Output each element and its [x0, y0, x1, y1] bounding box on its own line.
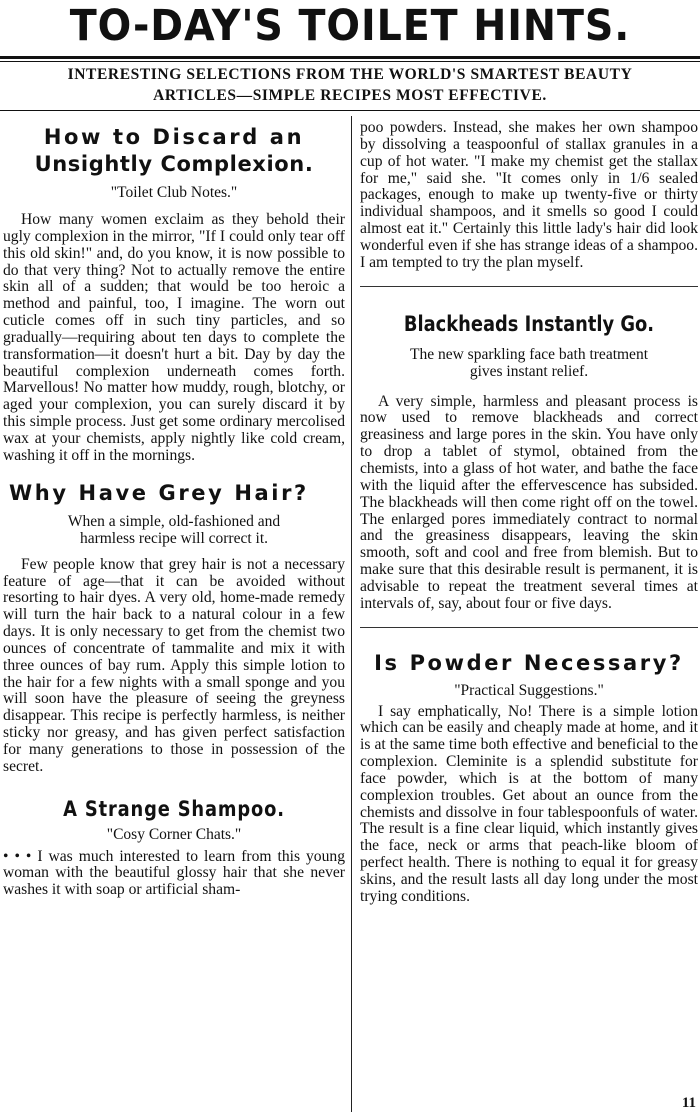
article-body-text: How many women exclaim as they behold their ugly complexion in the mirror, "If I could only tear off this old skin!" and, do you know, it is now possible to do that very thing? Not to actually remove the entire skin all of a sudden; that would be too heroic a method and painful, too, I imagine. The worn out cuticle comes off in such tiny particles, and so gradually—requiring about ten days to complete the transformation—it doesn't hurt a bit. Day by day the beautiful complexion underneath comes forth. Marvellous! No matter how muddy, rough, blotchy, or aged your complexion, you can surely discard it by this simple process. Just get some ordinary mercolised wax at your chemists, apply nightly like cold cream, washing it off in the mornings. — [3, 211, 345, 464]
article-body-text: I say emphatically, No! There is a simple lotion which can be easily and cheaply made at home, and it is at the same time both effective and beneficial to the complexion. Cleminite is a splendid substitute for face powder, which is at the bottom of many complexion troubles. Get about an ounce from the chemists and dissolve in four tablespoonfuls of water. The result is a fine clear liquid, which instantly gives the face, neck or arms that peach-like bloom of perfect health. There is nothing to equal it for greasy skins, and the result lasts all day long under the most trying conditions. — [360, 702, 698, 905]
article-title: Is Powder Necessary? — [374, 650, 684, 675]
article-body — [3, 557, 345, 776]
article-lead-line-1: When a simple, old-fashioned and — [67, 512, 281, 530]
article-byline: "Cosy Corner Chats." — [106, 825, 242, 843]
article-body-text: Few people know that grey hair is not a necessary feature of age—that it can be avoided without resorting to hair dyes. A very old, home-made remedy will turn the hair back to a natural colour in a few days. It is only necessary to get from the chemist two ounces of concentrate of tammalite and mix it with three ounces of bay rum. Apply this simple lotion to the hair for a few nights with a small sponge and you will soon have the pleasure of seeing the greyness disappear. This recipe is perfectly harmless, is neither sticky nor greasy, and has given perfect satisfaction for many generations to those in possession of the secret. — [3, 555, 345, 775]
article-blackheads — [360, 286, 698, 613]
left-column — [3, 112, 345, 899]
article-body — [360, 704, 698, 906]
article-title — [3, 124, 345, 178]
article-powder — [360, 627, 698, 906]
article-title: A Strange Shampoo. — [63, 796, 285, 821]
article-title: Why Have Grey Hair? — [9, 480, 309, 505]
page-title: TO-DAY'S TOILET HINTS. — [69, 1, 631, 51]
subheading-rule — [0, 110, 700, 111]
article-title-line-2: Unsightly Complexion. — [34, 152, 314, 176]
article-byline: "Toilet Club Notes." — [110, 184, 238, 201]
article-complexion — [3, 112, 345, 465]
article-byline: "Practical Suggestions." — [454, 681, 604, 699]
article-lead-line-2: harmless recipe will correct it. — [79, 529, 269, 547]
article-title-line-1: How to Discard an — [43, 125, 305, 149]
column-divider — [351, 116, 352, 1112]
article-body — [360, 394, 698, 613]
article-body — [3, 212, 345, 465]
article-body: • • • I was much interested to learn from this young woman with the beautiful glossy hair that she never washes it with soap or artificial sham- — [3, 847, 345, 899]
article-lead-line-1: The new sparkling face bath treatment — [410, 345, 648, 363]
page-number: 11 — [681, 1095, 696, 1111]
article-title: Blackheads Instantly Go. — [403, 311, 655, 336]
subheading-line-2: ARTICLES—SIMPLE RECIPES MOST EFFECTIVE. — [153, 87, 547, 104]
article-body-text: A very simple, harmless and pleasant process is now used to remove blackheads and correct greasiness and large pores in the skin. You have only to drop a tablet of stymol, obtained from the chemists, into a glass of hot water, and bathe the face with the liquid after the effervescence has subsided. The blackheads will then come right off on the towel. The enlarged pores immediately contract to normal and the greasiness disappears, leaving the skin smooth, soft and cool and free from blemish. But to make sure that this desirable result is permanent, it is advisable to repeat the treatment several times at intervals of, say, about four or five days. — [360, 392, 698, 612]
subheading-line-1: INTERESTING SELECTIONS FROM THE WORLD'S SMARTEST BEAUTY — [67, 66, 633, 83]
article-lead — [3, 513, 345, 547]
article-grey-hair — [3, 465, 345, 776]
article-shampoo — [3, 776, 345, 900]
article-lead — [360, 346, 698, 380]
article-body-continued: poo powders. Instead, she makes her own shampoo by dissolving a teaspoonful of stallax granules in a cup of hot water. "I make my chemist get the stallax for me," said she. "It comes only in 1/6 sealed packages, enough to make up twenty-five or thirty individual shampoos, and it smells so good I could almost eat it." Certainly this little lady's hair did look wonderful even if she has strange ideas of a shampoo. I am tempted to try the plan myself. — [360, 119, 698, 271]
title-rule-thin — [0, 61, 700, 62]
title-rule — [0, 56, 700, 59]
right-column — [360, 112, 698, 906]
subheading — [0, 64, 700, 106]
article-lead-line-2: gives instant relief. — [469, 362, 589, 380]
